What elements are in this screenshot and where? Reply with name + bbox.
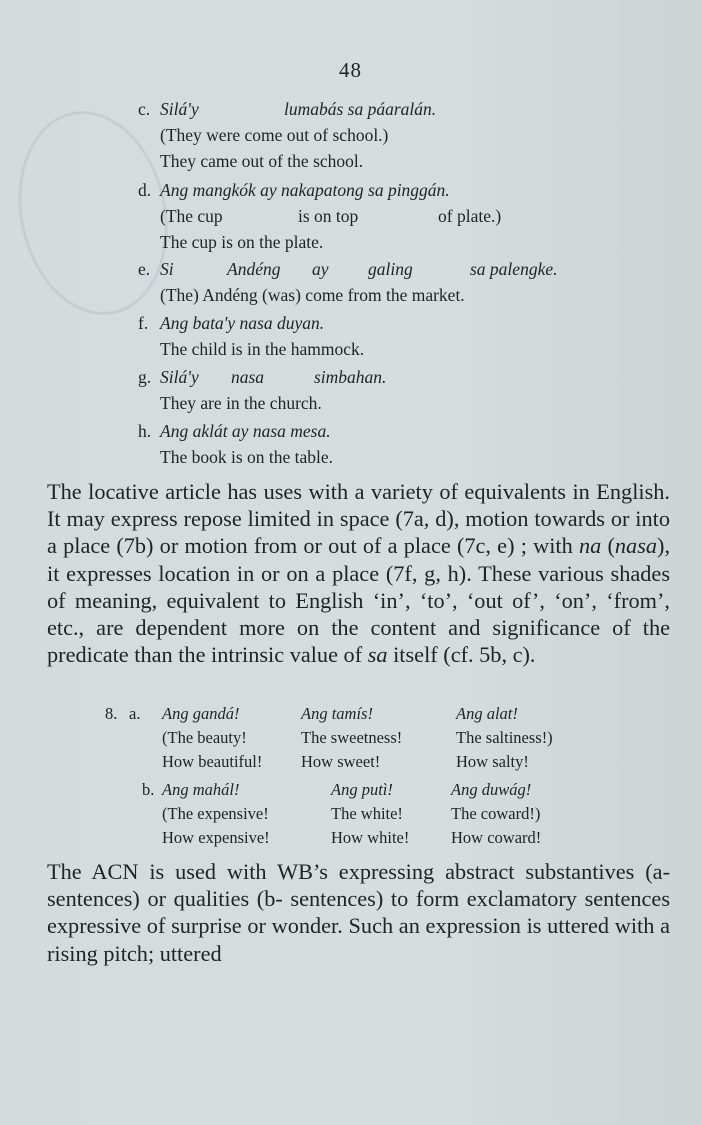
book-page: 48 c. Silá'y lumabás sa páaralán. (They were come out of school.) They came out of the school. d. Ang mangkók ay nakapatong sa pinggán. (The cup is on top of plate.) The cup is on the plate. e. Si Andéng ay galing sa palengke. (The) Andéng (was) come from the market. f. Ang bata'y nasa duyan. The child is in the hammock. g. Silá'y nasa simbahan. They are in the church. h. Ang aklát ay nasa mesa. The book is on the table. The locative article has uses with a variety of equivalents in English. It may express repose limited in space (7a, d), motion towards or into a place (7b) or motion from or out of a place (7c, e) ; with na (nasa), it expresses location in or on a place (7f, g, h). These various shades of meaning, equivalent to English ‘in’, ‘to’, ‘out of’, ‘on’, ‘from’, etc., are dependent more on the content and significance of the predicate than the intrinsic value of sa itself (cf. 5b, c). 8. a. Ang gandá! Ang tamís! Ang alat! (The beauty! The sweetness! The saltiness!) How beautiful! How sweet! How salty! b. Ang mahál! Ang putì! Ang duwág! (The expensive! The white! The coward!) How expensive! How white! How coward! The ACN is used with WB’s expressing abstract substantives (a- sentences) or qualities (b- sentences) to form exclamatory sentences expressive of surprise or wonder. Such an expression is uttered with a rising pitch; uttered bbox=[0, 0, 701, 1125]
paragraph-text: itself (cf. 5b, c). bbox=[387, 642, 536, 668]
page-number: 48 bbox=[339, 58, 362, 82]
paragraph-text: ), it expresses location in or on a place (7f, g, h). These various shades of meaning, equivalent to English ‘in’, ‘to’, ‘out of’, ‘on’, ‘from’, etc., are dependent more on the content and significance of the predicate than the intrinsic value of bbox=[47, 533, 671, 668]
paragraph-text: ( bbox=[601, 533, 615, 559]
paragraph-acn: The ACN is used with WB’s expressing abstract substantives (a- sentences) or qualities (b- sentences) to form exclamatory sentences expressive of surprise or wonder. Such an expression is uttered with a rising pitch; uttered bbox=[47, 859, 670, 966]
italic-term: na bbox=[578, 533, 602, 559]
italic-term: sa bbox=[367, 642, 388, 668]
library-stamp-watermark bbox=[0, 97, 186, 329]
paragraph-text: The locative article has uses with a variety of equivalents in English. It may express repose limited in space (7a, d), motion towards or into a place (7b) or motion from or out of a place (7c, e) ; with bbox=[47, 479, 670, 559]
example-letter: c. bbox=[138, 99, 151, 119]
italic-term: nasa bbox=[614, 533, 658, 559]
paragraph-locative bbox=[47, 478, 670, 668]
